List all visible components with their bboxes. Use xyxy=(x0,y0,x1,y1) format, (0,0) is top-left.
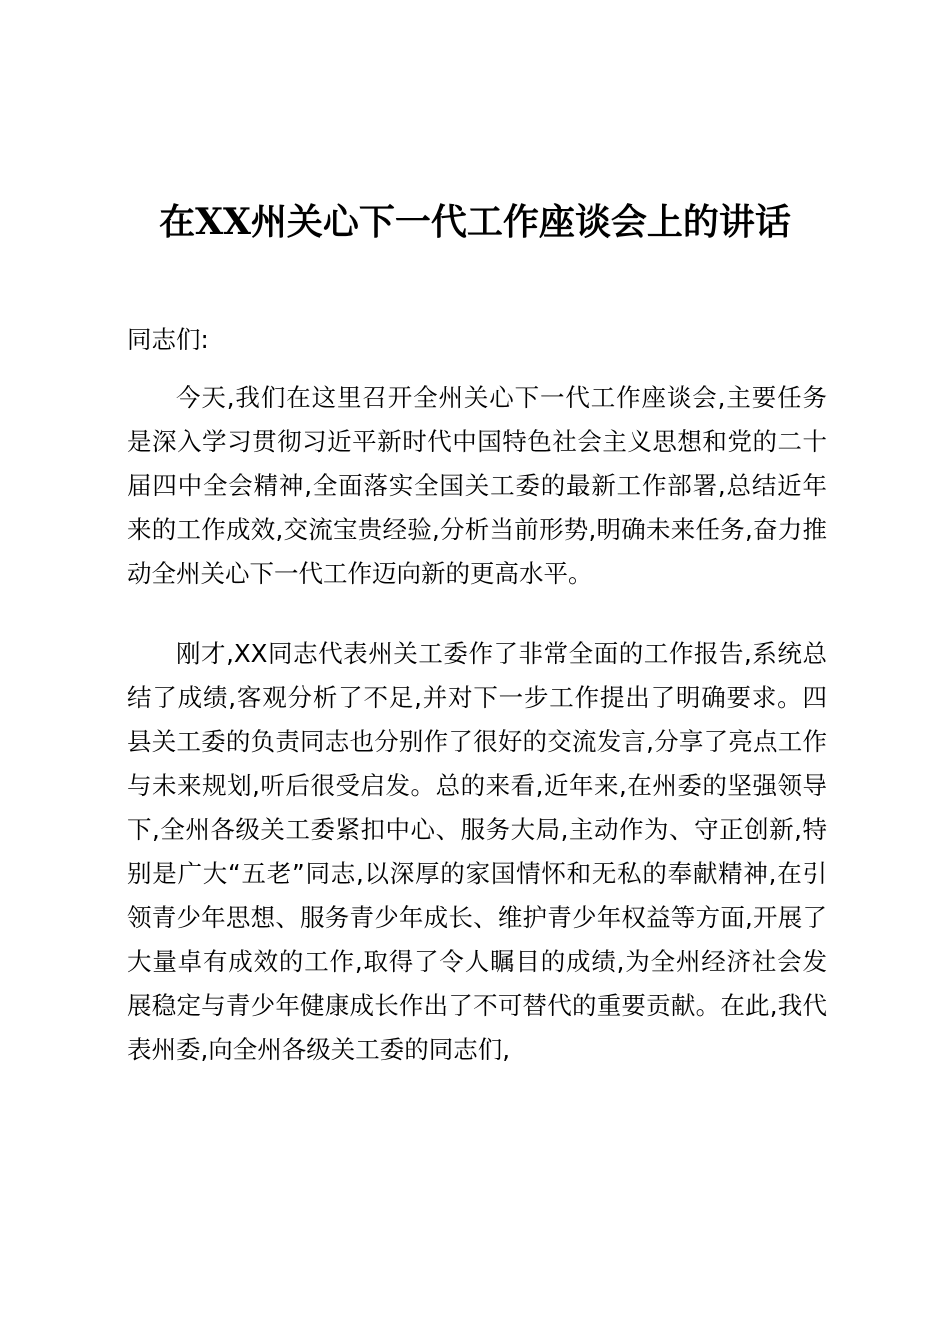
paragraph-opening: 今天,我们在这里召开全州关心下一代工作座谈会,主要任务是深入学习贯彻习近平新时代中国特色社会主义思想和党的二十届四中全会精神,全面落实全国关工委的最新工作部署,总结近年来的工作成效,交流宝贵经验,分析当前形势,明确未来任务,奋力推动全州关心下一代工作迈向新的更高水平。 xyxy=(127,383,827,588)
paragraph-review: 刚才,XX同志代表州关工委作了非常全面的工作报告,系统总结了成绩,客观分析了不足,并对下一步工作提出了明确要求。四县关工委的负责同志也分别作了很好的交流发言,分享了亮点工作与未来规划,听后很受启发。总的来看,近年来,在州委的坚强领导下,全州各级关工委紧扣中心、服务大局,主动作为、守正创新,特别是广大“五老”同志,以深厚的家国情怀和无私的奉献精神,在引领青少年思想、服务青少年成长、维护青少年权益等方面,开展了大量卓有成效的工作,取得了令人瞩目的成绩,为全州经济社会发展稳定与青少年健康成长作出了不可替代的重要贡献。在此,我代表州委,向全州各级关工委的同志们, xyxy=(127,639,827,1064)
document-title: 在XX州关心下一代工作座谈会上的讲话 xyxy=(159,201,791,243)
salutation: 同志们: xyxy=(127,325,209,354)
